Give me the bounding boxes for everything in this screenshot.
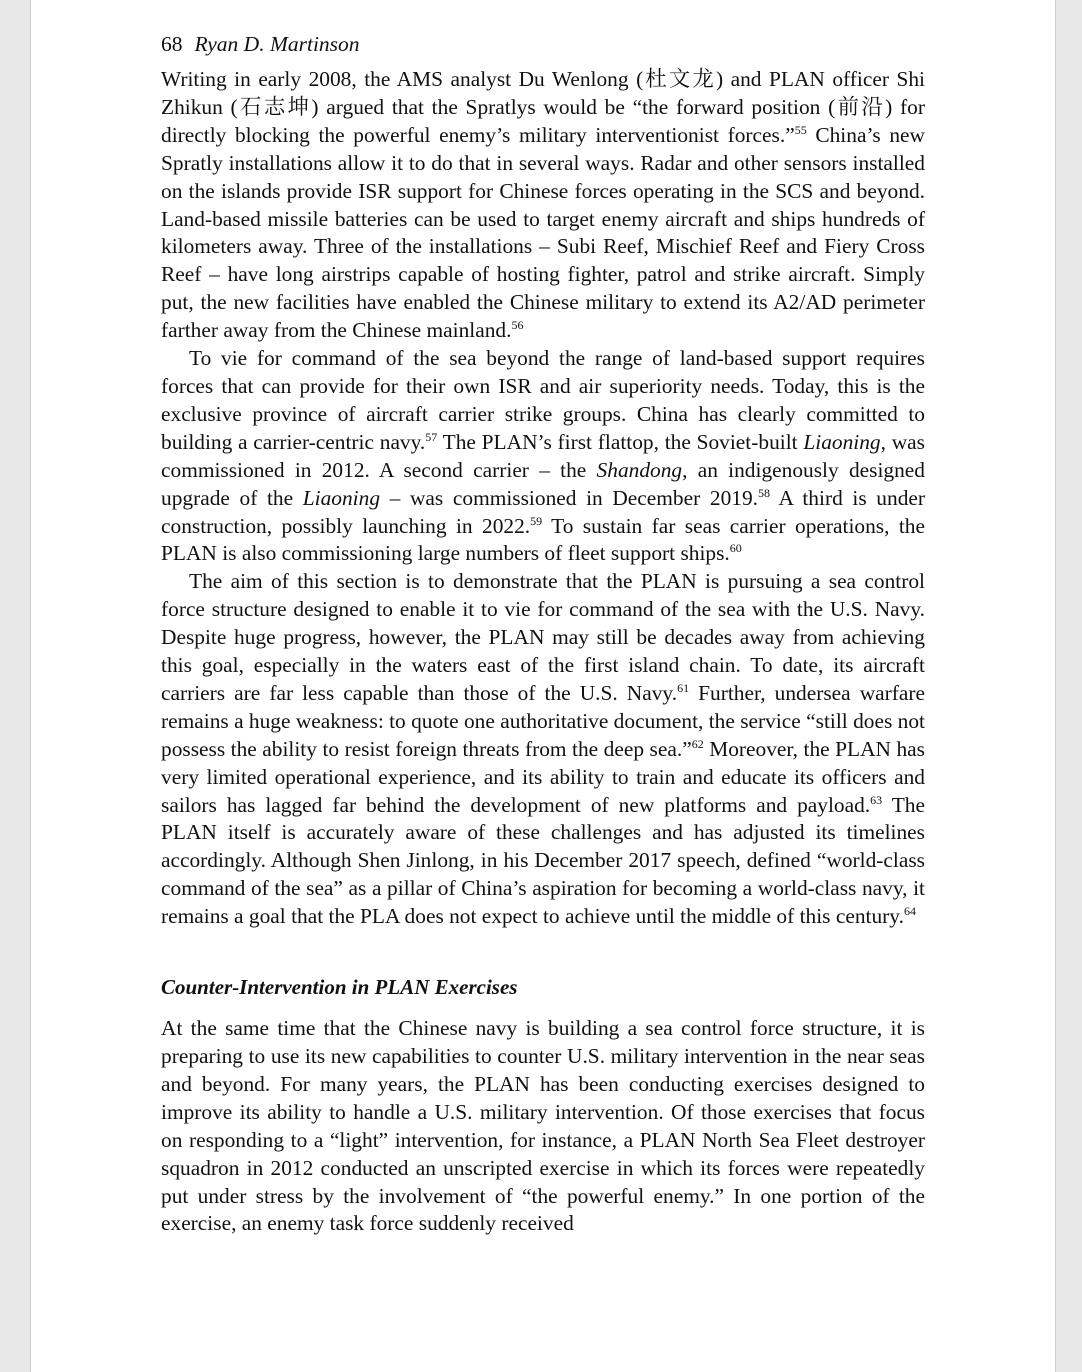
paragraph-3-text-3: Moreover, the PLAN has very limited operational experience, and its ability to train and educate its officers and sailors has lagged far behind the development of new platforms and payload. [161, 736, 925, 817]
running-header [161, 28, 925, 66]
paragraph-1-text-2: China’s new Spratly installations allow it to do that in several ways. Radar and other sensors installed on the islands provide ISR support for Chinese forces operating in the SCS and beyond. Land-based missile batteries can be used to target enemy aircraft and ships hundreds of kilometers away. Three of the installations – Subi Reef, Mischief Reef and Fiery Cross Reef – have long airstrips capable of hosting fighter, patrol and strike aircraft. Simply put, the new facilities have enabled the Chinese military to extend its A2/AD perimeter farther away from the Chinese mainland. [161, 122, 925, 343]
paragraph-3-text-4: The PLAN itself is accurately aware of these challenges and has adjusted its timelines accordingly. Although Shen Jinlong, in his December 2017 speech, defined “world-class command of the sea” as a pillar of China’s aspiration for becoming a world-class navy, it remains a goal that the PLA does not expect to achieve until the middle of this century. [161, 792, 925, 929]
footnote-ref-58[interactable]: 58 [758, 485, 771, 500]
paragraph-2 [161, 345, 925, 568]
ship-name-shandong: Shandong [596, 457, 683, 482]
paragraph-2-text-3: , was commissioned in 2012. A second carrier – the [161, 429, 925, 482]
section-heading: Counter-Intervention in PLAN Exercises [161, 975, 518, 1000]
footnote-ref-59[interactable]: 59 [530, 513, 543, 528]
running-header-author: Ryan D. Martinson [194, 32, 360, 56]
paragraph-3-text-1: The aim of this section is to demonstrate that the PLAN is pursuing a sea control force structure designed to enable it to vie for command of the sea with the U.S. Navy. Despite huge progress, however, the PLAN may still be decades away from achieving this goal, especially in the waters east of the first island chain. To date, its aircraft carriers are far less capable than those of the U.S. Navy. [161, 569, 925, 705]
document-page [30, 0, 1056, 1372]
paragraph-1-text-1: Writing in early 2008, the AMS analyst Du Wenlong (杜文龙) and PLAN officer Shi Zhikun (石志坤) argued that the Spratlys would be “the forward position (前沿) for directly blocking the powerful enemy’s military interventionist forces.” [161, 67, 925, 147]
paragraph-4 [161, 1015, 925, 1238]
footnote-ref-56[interactable]: 56 [511, 318, 524, 333]
footnote-ref-62[interactable]: 62 [691, 736, 704, 751]
paragraph-2-text-5: – was commissioned in December 2019. [380, 485, 759, 510]
paragraph-2-text-4: , an indigenously designed upgrade of the [161, 457, 925, 510]
paragraph-2-text-2: The PLAN’s first flattop, the Soviet-built [437, 429, 804, 454]
page-content [161, 28, 925, 1238]
footnote-ref-55[interactable]: 55 [794, 122, 807, 137]
footnote-ref-61[interactable]: 61 [677, 680, 690, 695]
footnote-ref-64[interactable]: 64 [903, 904, 916, 919]
paragraph-3 [161, 568, 925, 931]
ship-name-liaoning: Liaoning [803, 429, 881, 454]
paragraph-2-text-1: To vie for command of the sea beyond the range of land-based support requires forces that can provide for their own ISR and air superiority needs. Today, this is the exclusive province of aircraft carrier strike groups. China has clearly committed to building a carrier-centric navy. [161, 346, 925, 454]
ship-name-liaoning-2: Liaoning [302, 485, 381, 510]
paragraph-2-text-7: To sustain far seas carrier operations, the PLAN is also commissioning large numbers of fleet support ships. [161, 513, 925, 566]
paragraph-1 [161, 66, 925, 345]
paragraph-4-text-1: At the same time that the Chinese navy is building a sea control force structure, it is preparing to use its new capabilities to counter U.S. military intervention in the near seas and beyond. For many years, the PLAN has been conducting exercises designed to improve its ability to handle a U.S. military intervention. Of those exercises that focus on responding to a “light” intervention, for instance, a PLAN North Sea Fleet destroyer squadron in 2012 conducted an unscripted exercise in which its forces were repeatedly put under stress by the involvement of “the powerful enemy.” In one portion of the exercise, an enemy task force suddenly received [161, 1016, 925, 1236]
paragraph-2-text-6: A third is under construction, possibly launching in 2022. [161, 485, 926, 538]
footnote-ref-60[interactable]: 60 [729, 541, 742, 556]
paragraph-3-text-2: Further, undersea warfare remains a huge weakness: to quote one authoritative document, the service “still does not possess the ability to resist foreign threats from the deep sea.” [161, 680, 925, 761]
footnote-ref-57[interactable]: 57 [425, 429, 438, 444]
footnote-ref-63[interactable]: 63 [870, 792, 883, 807]
page-number: 68 [161, 32, 183, 56]
